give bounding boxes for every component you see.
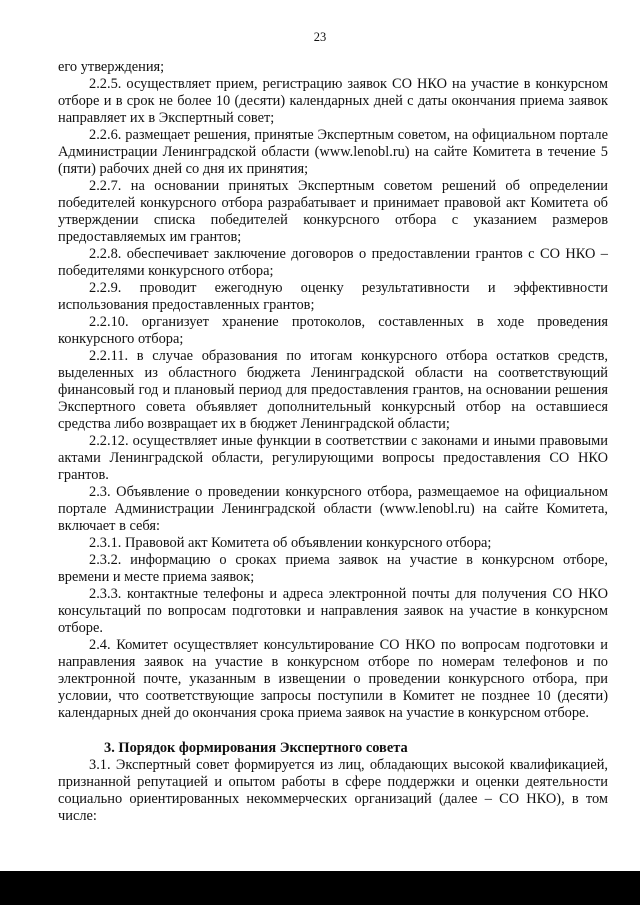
paragraph-2-2-12: 2.2.12. осуществляет иные функции в соответствии с законами и иными правовыми актами Ленинградской области, регулирующими вопросы предоставления СО НКО грантов. xyxy=(58,433,608,483)
paragraph-2-2-8: 2.2.8. обеспечивает заключение договоров о предоставлении грантов с СО НКО – победителями конкурсного отбора; xyxy=(58,246,608,279)
paragraph-2-3-1: 2.3.1. Правовой акт Комитета об объявлении конкурсного отбора; xyxy=(89,535,492,551)
scan-bottom-border xyxy=(0,871,640,905)
paragraph-2-3: 2.3. Объявление о проведении конкурсного отбора, размещаемое на официальном портале Администрации Ленинградской области (www.lenobl.ru) на сайте Комитета, включает в себя: xyxy=(58,484,608,534)
paragraph-2-3-3: 2.3.3. контактные телефоны и адреса электронной почты для получения СО НКО консультаций по вопросам подготовки и направления заявок на участие в конкурсном отборе. xyxy=(58,586,608,636)
paragraph-2-2-9: 2.2.9. проводит ежегодную оценку результативности и эффективности использования предоставленных грантов; xyxy=(58,280,608,313)
section-heading: 3. Порядок формирования Экспертного совета xyxy=(104,740,408,756)
page-number: 23 xyxy=(313,30,327,44)
paragraph-2-2-5: 2.2.5. осуществляет прием, регистрацию заявок СО НКО на участие в конкурсном отборе и в срок не более 10 (десяти) календарных дней с даты окончания приема заявок направляет их в Экспертный совет; xyxy=(58,76,608,126)
document-body xyxy=(58,59,608,825)
paragraph-continuation: его утверждения; xyxy=(58,59,165,75)
paragraph-2-4: 2.4. Комитет осуществляет консультирование СО НКО по вопросам подготовки и направления заявок на участие в конкурсном отборе по номерам телефонов и по электронной почте, указанным в извещении о проведении конкурсного отбора, при условии, что соответствующие запросы поступили в Комитет не позднее 10 (десяти) календарных дней до окончания срока приема заявок на участие в конкурсном отборе. xyxy=(58,637,608,721)
paragraph-3-1: 3.1. Экспертный совет формируется из лиц, обладающих высокой квалификацией, признанной репутацией и опытом работы в сфере поддержки и оценки деятельности социально ориентированных некоммерческих организаций (далее – СО НКО), в том числе: xyxy=(58,757,608,824)
paragraph-2-2-6: 2.2.6. размещает решения, принятые Экспертным советом, на официальном портале Администрации Ленинградской области (www.lenobl.ru) на сайте Комитета в течение 5 (пяти) рабочих дней со дня их принятия; xyxy=(58,127,608,177)
paragraph-2-2-11: 2.2.11. в случае образования по итогам конкурсного отбора остатков средств, выделенных из областного бюджета Ленинградской области на соответствующий финансовый год и плановый период для предоставления грантов, на основании решения Экспертного совета объявляет дополнительный конкурсный отбор на оставшиеся средства либо возвращает их в бюджет Ленинградской области; xyxy=(58,348,608,432)
paragraph-2-2-10: 2.2.10. организует хранение протоколов, составленных в ходе проведения конкурсного отбора; xyxy=(58,314,608,347)
paragraph-2-2-7: 2.2.7. на основании принятых Экспертным советом решений об определении победителей конкурсного отбора разрабатывает и принимает правовой акт Комитета об утверждении списка победителей конкурсного отбора с указанием размеров предоставляемых им грантов; xyxy=(58,178,608,245)
paragraph-2-3-2: 2.3.2. информацию о сроках приема заявок на участие в конкурсном отборе, времени и месте приема заявок; xyxy=(58,552,608,585)
